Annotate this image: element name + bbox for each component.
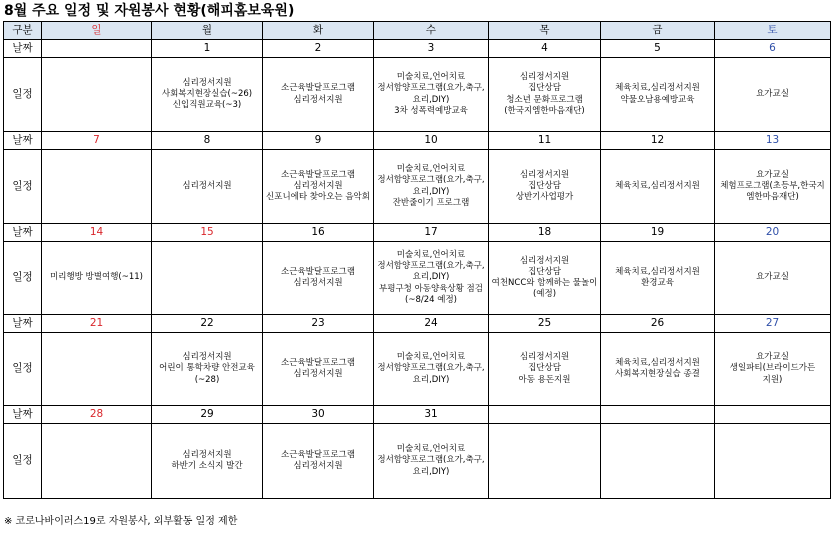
date-row-label: 날짜 [4, 406, 42, 424]
date-cell-sun: 7 [42, 132, 152, 150]
schedule-cell-tue [263, 58, 374, 132]
schedule-row-label: 일정 [4, 58, 42, 132]
date-cell-tue: 2 [263, 40, 374, 58]
schedule-item: 심리정서지원 [293, 180, 343, 191]
date-cell-sun: 28 [42, 406, 152, 424]
date-cell-sun: 14 [42, 224, 152, 242]
date-cell-thu [489, 406, 601, 424]
schedule-item: 정서함양프로그램(요가,축구, [377, 83, 485, 94]
date-row-label: 날짜 [4, 132, 42, 150]
schedule-cell-sat [715, 333, 831, 406]
schedule-item: 집단상담 [528, 180, 561, 191]
date-cell-sat: 6 [715, 40, 831, 58]
schedule-cell-sat [715, 58, 831, 132]
schedule-row [4, 58, 831, 132]
schedule-cell-fri [601, 58, 715, 132]
schedule-item: 청소년 문화프로그램 [506, 94, 583, 105]
schedule-item: 요가교실 [756, 272, 789, 283]
schedule-cell-sat [715, 150, 831, 224]
schedule-item: 요리,DIY) [412, 466, 450, 477]
schedule-item: 심리정서지원 [519, 72, 570, 83]
schedule-item: 집단상담 [528, 363, 561, 374]
schedule-item: 요리,DIY) [412, 94, 450, 105]
schedule-table [3, 21, 831, 499]
schedule-item: 사회복지현장실습(~26) [161, 88, 253, 99]
schedule-cell-fri [601, 424, 715, 499]
date-cell-sun: 21 [42, 315, 152, 333]
schedule-item: 심리정서지원 [182, 352, 232, 363]
schedule-item: 체험프로그램(초등부,한국지 [720, 180, 825, 191]
date-row [4, 406, 831, 424]
schedule-cell-sun [42, 58, 152, 132]
header-day-sat: 토 [715, 22, 831, 40]
schedule-item: (한국지엠한마음재단) [504, 105, 585, 116]
date-cell-thu: 11 [489, 132, 601, 150]
schedule-cell-fri [601, 150, 715, 224]
schedule-item: 정서함양프로그램(요가,축구, [377, 455, 485, 466]
schedule-cell-mon [152, 424, 263, 499]
date-row [4, 132, 831, 150]
schedule-cell-thu [489, 333, 601, 406]
schedule-row [4, 333, 831, 406]
schedule-item: 심리정서지원 [182, 77, 232, 88]
schedule-cell-sun [42, 150, 152, 224]
schedule-item: 여천NCC와 함께하는 물놀이 [491, 278, 598, 288]
schedule-item: 요리,DIY) [412, 374, 450, 385]
schedule-cell-mon [152, 58, 263, 132]
date-cell-mon: 22 [152, 315, 263, 333]
schedule-cell-wed [374, 424, 489, 499]
date-cell-wed: 10 [374, 132, 489, 150]
header-day-sun: 일 [42, 22, 152, 40]
schedule-cell-sun [42, 242, 152, 315]
schedule-item: 소근육발달프로그램 [281, 169, 355, 180]
schedule-cell-wed [374, 242, 489, 315]
date-cell-tue: 30 [263, 406, 374, 424]
date-cell-wed: 24 [374, 315, 489, 333]
schedule-row-label: 일정 [4, 242, 42, 315]
date-row-label: 날짜 [4, 40, 42, 58]
header-day-fri: 금 [601, 22, 715, 40]
schedule-item: 미술치료,언어치료 [396, 72, 466, 83]
date-cell-mon: 15 [152, 224, 263, 242]
schedule-item: 정서함양프로그램(요가,축구, [377, 175, 485, 186]
schedule-cell-wed [374, 58, 489, 132]
schedule-item: 미술치료,언어치료 [396, 352, 466, 363]
schedule-item: 심리정서지원 [519, 352, 570, 363]
schedule-item: 생일파티(브라이드가든 [729, 363, 816, 374]
schedule-item: 정서함양프로그램(요가,축구, [377, 363, 485, 374]
date-cell-wed: 17 [374, 224, 489, 242]
schedule-cell-tue [263, 242, 374, 315]
schedule-item: 집단상담 [528, 266, 561, 277]
schedule-item: 신포니에타 찾아오는 음악회 [266, 192, 370, 203]
schedule-cell-sun [42, 333, 152, 406]
schedule-row [4, 242, 831, 315]
date-cell-fri: 12 [601, 132, 715, 150]
schedule-item: (~28) [194, 374, 220, 385]
schedule-cell-wed [374, 333, 489, 406]
schedule-row-label: 일정 [4, 333, 42, 406]
schedule-item: 환경교육 [641, 278, 674, 288]
schedule-item: 부평구청 아동양육상황 점검 [379, 283, 483, 294]
schedule-item: 사회복지현장실습 종결 [615, 369, 700, 379]
date-row [4, 224, 831, 242]
schedule-cell-wed [374, 150, 489, 224]
schedule-cell-thu [489, 242, 601, 315]
schedule-item: 소근육발달프로그램 [281, 449, 355, 460]
date-row-label: 날짜 [4, 224, 42, 242]
header-gubun: 구분 [4, 22, 42, 40]
schedule-item: 심리정서지원 [293, 369, 343, 379]
schedule-item: 심리정서지원 [182, 180, 232, 191]
header-row [4, 22, 831, 40]
schedule-item: 심리정서지원 [519, 169, 570, 180]
schedule-item: 엠한마음재단) [746, 192, 799, 203]
schedule-item: 미술치료,언어치료 [396, 249, 466, 260]
schedule-item: 심리정서지원 [293, 278, 343, 288]
date-cell-fri: 19 [601, 224, 715, 242]
date-cell-sun [42, 40, 152, 58]
page-title: 8월 주요 일정 및 자원봉사 현황(해피홈보육원) [4, 3, 295, 19]
schedule-item: 지원) [762, 374, 783, 385]
schedule-item: 심리정서지원 [182, 449, 232, 460]
date-cell-tue: 23 [263, 315, 374, 333]
schedule-item: 소근육발달프로그램 [281, 266, 355, 277]
schedule-item: 하반기 소식지 발간 [171, 461, 243, 471]
date-cell-thu: 25 [489, 315, 601, 333]
date-cell-sat: 13 [715, 132, 831, 150]
date-row-label: 날짜 [4, 315, 42, 333]
schedule-cell-fri [601, 242, 715, 315]
date-cell-sat: 20 [715, 224, 831, 242]
schedule-row [4, 424, 831, 499]
schedule-row-label: 일정 [4, 150, 42, 224]
schedule-cell-sun [42, 424, 152, 499]
date-cell-sat [715, 406, 831, 424]
date-row [4, 315, 831, 333]
schedule-item: 심리정서지원 [293, 461, 343, 471]
schedule-item: (~8/24 예정) [405, 294, 457, 305]
schedule-item: 요가교실 [756, 169, 789, 180]
schedule-cell-mon [152, 150, 263, 224]
schedule-cell-thu [489, 424, 601, 499]
date-cell-mon: 29 [152, 406, 263, 424]
schedule-item: 요리,DIY) [412, 186, 450, 197]
date-cell-mon: 1 [152, 40, 263, 58]
schedule-table-body [4, 22, 831, 499]
schedule-item: 요리,DIY) [412, 272, 450, 283]
footnote: ※ 코로나바이러스19로 자원봉사, 외부활동 일정 제한 [4, 516, 238, 527]
schedule-cell-tue [263, 424, 374, 499]
schedule-item: 미리행방 방별여행(~11) [50, 272, 143, 283]
schedule-item: 요가교실 [756, 352, 789, 363]
schedule-item: 신입직원교육(~3) [172, 100, 242, 111]
date-cell-mon: 8 [152, 132, 263, 150]
date-cell-fri [601, 406, 715, 424]
schedule-item: 잔반줄이기 프로그램 [392, 197, 470, 208]
date-row [4, 40, 831, 58]
schedule-item: 요가교실 [756, 88, 789, 99]
schedule-cell-tue [263, 150, 374, 224]
date-cell-sat: 27 [715, 315, 831, 333]
schedule-item: 체육치료,심리정서지원 [615, 180, 700, 191]
schedule-item: 미술치료,언어치료 [396, 444, 466, 455]
schedule-row-label: 일정 [4, 424, 42, 499]
header-day-tue: 화 [263, 22, 374, 40]
schedule-item: (예정) [532, 289, 557, 300]
date-cell-fri: 5 [601, 40, 715, 58]
schedule-item: 미술치료,언어치료 [396, 164, 466, 175]
schedule-cell-thu [489, 58, 601, 132]
header-day-thu: 목 [489, 22, 601, 40]
schedule-cell-sat [715, 424, 831, 499]
header-day-wed: 수 [374, 22, 489, 40]
schedule-cell-thu [489, 150, 601, 224]
date-cell-wed: 31 [374, 406, 489, 424]
schedule-item: 약물오남용예방교육 [620, 94, 695, 105]
date-cell-fri: 26 [601, 315, 715, 333]
header-day-mon: 월 [152, 22, 263, 40]
schedule-item: 소근육발달프로그램 [281, 357, 355, 368]
schedule-item: 심리정서지원 [519, 255, 570, 266]
schedule-cell-sat [715, 242, 831, 315]
date-cell-thu: 18 [489, 224, 601, 242]
schedule-cell-mon [152, 333, 263, 406]
schedule-cell-tue [263, 333, 374, 406]
schedule-item: 아동 용돈지원 [518, 374, 571, 385]
date-cell-tue: 9 [263, 132, 374, 150]
schedule-item: 집단상담 [528, 83, 561, 94]
schedule-row [4, 150, 831, 224]
date-cell-wed: 3 [374, 40, 489, 58]
schedule-cell-fri [601, 333, 715, 406]
schedule-item: 상반기사업평가 [515, 192, 574, 203]
schedule-item: 체육치료,심리정서지원 [615, 83, 700, 94]
schedule-cell-mon [152, 242, 263, 315]
schedule-item: 소근육발달프로그램 [281, 83, 355, 94]
date-cell-tue: 16 [263, 224, 374, 242]
date-cell-thu: 4 [489, 40, 601, 58]
schedule-item: 체육치료,심리정서지원 [615, 357, 700, 368]
schedule-item: 어린이 통학차량 안전교육 [159, 363, 255, 374]
schedule-item: 정서함양프로그램(요가,축구, [377, 261, 485, 272]
schedule-item: 체육치료,심리정서지원 [615, 266, 700, 277]
schedule-item: 3차 성폭력예방교육 [394, 105, 468, 116]
schedule-item: 심리정서지원 [293, 94, 343, 105]
